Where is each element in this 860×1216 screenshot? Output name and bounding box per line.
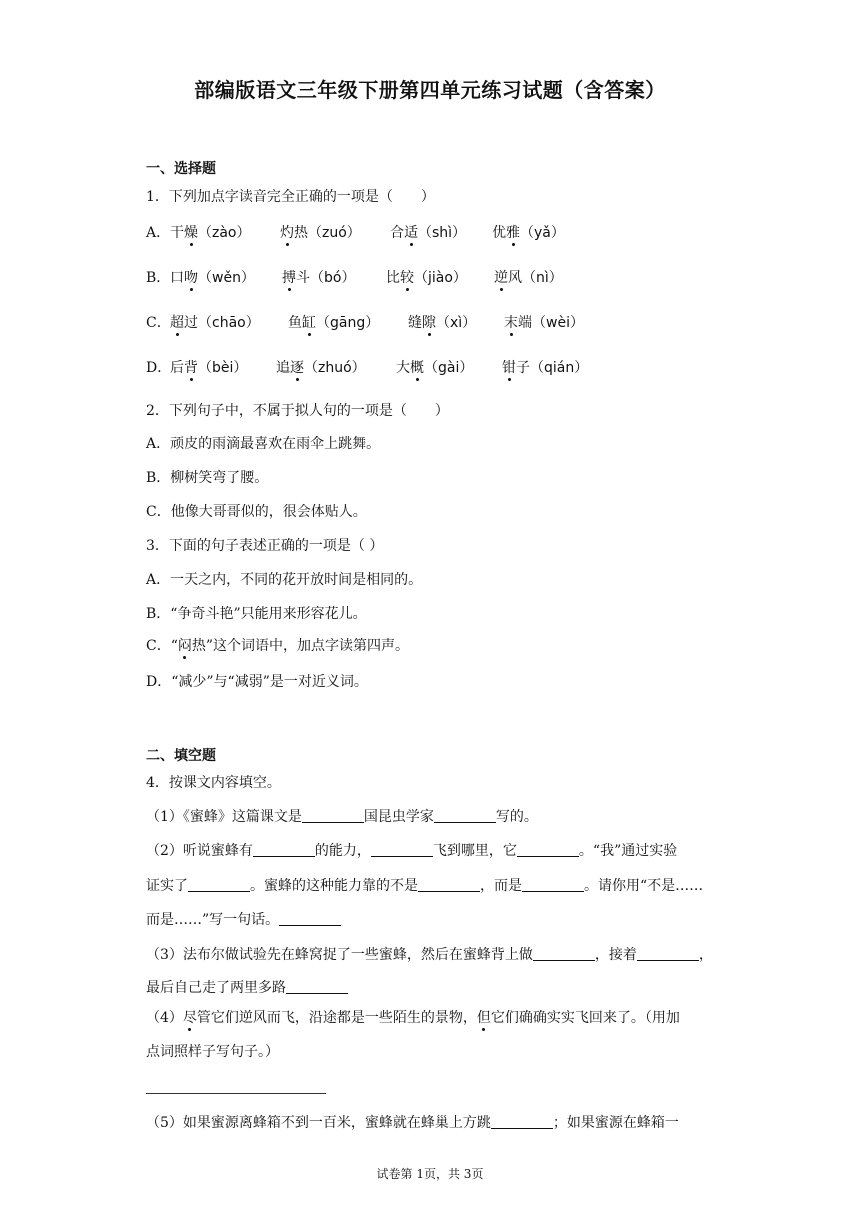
page-title: 部编版语文三年级下册第四单元练习试题（含答案） (194, 78, 666, 102)
question-4-part-2-line-3: 而是……”写一句话。 (146, 909, 341, 929)
question-2-option-a: A．顽皮的雨滴最喜欢在雨伞上跳舞。 (146, 436, 381, 452)
section-heading-fill: 二、填空题 (146, 748, 216, 764)
answer-blank[interactable] (302, 808, 364, 823)
question-3-option-b: B．“争奇斗艳”只能用来形容花儿。 (146, 606, 367, 622)
question-1-option-c: C． 超过（chāo） 鱼缸（gāng） 缝隙（xì） 末端（wèi） (146, 312, 646, 332)
question-3-option-d: D．“减少”与“减弱”是一对近义词。 (146, 674, 368, 690)
question-4-part-2-line-1: （2）听说蜜蜂有 的能力， 飞到哪里，它 。“我”通过实验 (146, 843, 678, 859)
answer-blank[interactable] (279, 911, 341, 926)
page-footer: 试卷第 1页，共 3页 (376, 1167, 484, 1181)
question-2-stem: 2．下列句子中，不属于拟人句的一项是（ ） (146, 403, 449, 419)
question-4-part-2-line-2: 证实了 。蜜蜂的这种能力靠的不是 ，而是 。请你用“不是…… (146, 878, 704, 894)
answer-blank[interactable] (286, 979, 348, 994)
question-4-stem: 4．按课文内容填空。 (146, 775, 281, 791)
answer-blank[interactable] (522, 877, 584, 892)
answer-blank[interactable] (434, 808, 496, 823)
question-2-option-b: B．柳树笑弯了腰。 (146, 470, 269, 486)
question-1-option-b: B． 口吻（wěn） 搏斗（bó） 比较（jiào） 逆风（nì） (146, 267, 646, 287)
answer-blank[interactable] (491, 1114, 553, 1129)
answer-blank[interactable] (533, 946, 595, 961)
question-4-part-3-line-2: 最后自己走了两里多路 (146, 977, 348, 997)
question-4-part-3-line-1: （3）法布尔做试验先在蜂窝捉了一些蜜蜂，然后在蜜蜂背上做 ，接着 ， (146, 947, 713, 963)
question-4-part-4-line-1: （4）尽管它们逆风而飞，沿途都是一些陌生的景物，但它们确确实实飞回来了。（用加 (146, 1007, 680, 1027)
question-4-part-4-line-2: 点词照样子写句子。） (146, 1044, 279, 1060)
question-2-option-c: C．他像大哥哥似的，很会体贴人。 (146, 504, 367, 520)
answer-blank[interactable] (418, 877, 480, 892)
question-4-part-1: （1）《蜜蜂》这篇课文是 国昆虫学家 写的。 (146, 809, 538, 825)
question-3-option-c: C．“闷热”这个词语中，加点字读第四声。 (146, 635, 409, 655)
section-heading-choice: 一、选择题 (146, 161, 216, 177)
question-3-option-a: A．一天之内，不同的花开放时间是相同的。 (146, 572, 423, 588)
question-1-option-a: A． 干燥（zào） 灼热（zuó） 合适（shì） 优雅（yǎ） (146, 222, 646, 242)
answer-blank[interactable] (371, 842, 433, 857)
answer-blank[interactable] (517, 842, 579, 857)
answer-blank[interactable] (253, 842, 315, 857)
question-1-stem: 1．下列加点字读音完全正确的一项是（ ） (146, 189, 435, 205)
answer-line[interactable] (146, 1093, 326, 1094)
question-1-option-d: D． 后背（bèi） 追逐（zhuó） 大概（gài） 钳子（qián） (146, 357, 646, 377)
answer-blank[interactable] (188, 877, 250, 892)
answer-blank[interactable] (637, 946, 699, 961)
question-3-stem: 3．下面的句子表述正确的一项是（ ） (146, 538, 384, 554)
question-4-part-5: （5）如果蜜源离蜂箱不到一百米，蜜蜂就在蜂巢上方跳 ；如果蜜源在蜂箱一 (146, 1115, 679, 1131)
